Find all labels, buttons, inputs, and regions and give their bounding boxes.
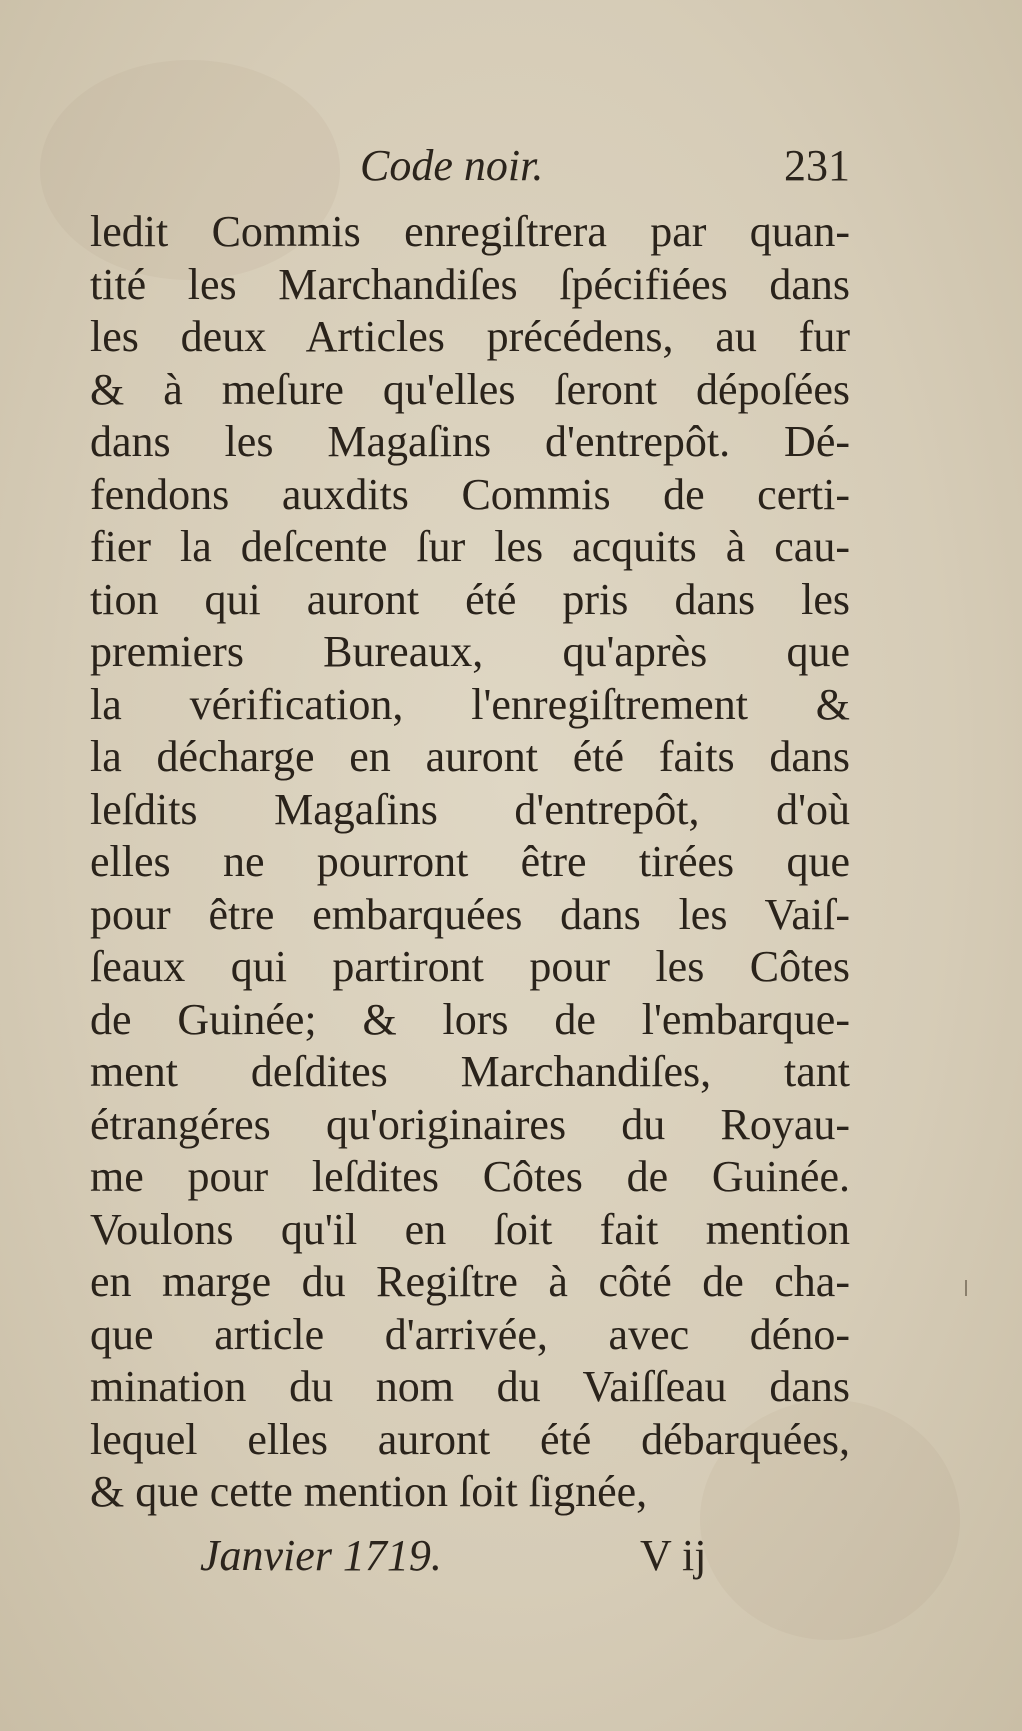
- margin-mark: [965, 1280, 967, 1296]
- text-line: étrangéres qu'originaires du Royau-: [90, 1099, 850, 1149]
- text-line: la décharge en auront été faits dans: [90, 732, 850, 781]
- page-footer: [200, 1530, 720, 1590]
- signature-mark: V ij: [640, 1531, 707, 1580]
- text-line: leſdits Magaſins d'entrepôt, d'où: [90, 784, 850, 834]
- running-head: [90, 140, 850, 200]
- text-line: & à meſure qu'elles ſeront dépoſées: [90, 364, 850, 414]
- running-title: Code noir.: [360, 141, 544, 190]
- text-line: en marge du Regiſtre à côté de cha-: [90, 1257, 850, 1306]
- text-line: & que cette mention ſoit ſignée,: [90, 1467, 648, 1516]
- text-line: dans les Magaſins d'entrepôt. Dé-: [90, 417, 850, 466]
- body-text: [90, 206, 850, 1519]
- text-line: elles ne pourront être tirées que: [90, 837, 850, 886]
- text-line: les deux Articles précédens, au fur: [90, 312, 850, 361]
- text-line: fendons auxdits Commis de certi-: [90, 469, 850, 519]
- text-line: fier la deſcente ſur les acquits à cau-: [90, 522, 850, 571]
- text-line: ledit Commis enregiſtrera par quan-: [90, 207, 850, 256]
- footer-date: Janvier 1719.: [200, 1531, 442, 1580]
- text-line: me pour leſdites Côtes de Guinée.: [90, 1152, 850, 1201]
- text-line: ſeaux qui partiront pour les Côtes: [90, 942, 850, 991]
- text-line: tion qui auront été pris dans les: [90, 574, 850, 624]
- text-line: tité les Marchandiſes ſpécifiées dans: [90, 259, 850, 309]
- text-line: que article d'arrivée, avec déno-: [90, 1309, 850, 1359]
- text-line: premiers Bureaux, qu'après que: [90, 627, 850, 676]
- page-number: 231: [784, 141, 850, 190]
- text-line: Voulons qu'il en ſoit fait mention: [90, 1204, 850, 1254]
- text-line: mination du nom du Vaiſſeau dans: [90, 1362, 850, 1411]
- text-line: lequel elles auront été débarquées,: [90, 1414, 850, 1464]
- text-line: la vérification, l'enregiſtrement &: [90, 679, 850, 729]
- text-line: de Guinée; & lors de l'embarque-: [90, 994, 850, 1044]
- text-line: pour être embarquées dans les Vaiſ-: [90, 889, 850, 939]
- text-line: ment deſdites Marchandiſes, tant: [90, 1047, 850, 1096]
